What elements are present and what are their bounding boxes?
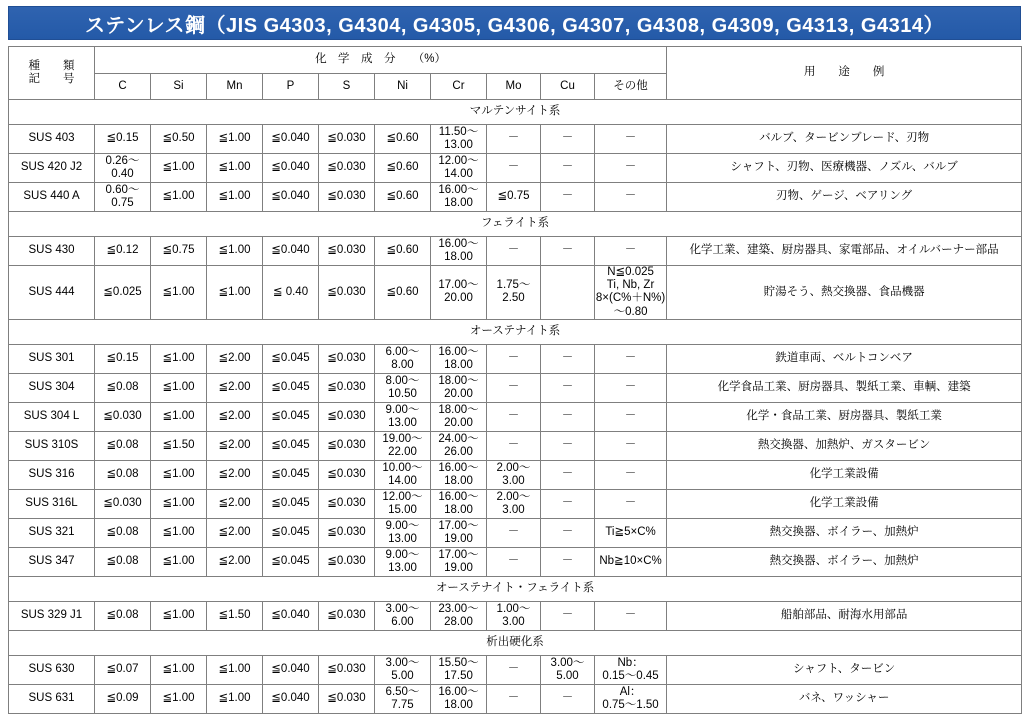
cell-mo: － xyxy=(487,431,541,460)
grade-label: SUS 310S xyxy=(9,431,95,460)
cell-ni: ≦0.60 xyxy=(375,237,431,266)
grade-label: SUS 321 xyxy=(9,518,95,547)
page-title-bar xyxy=(8,6,1021,40)
cell-p: ≦0.045 xyxy=(263,460,319,489)
group-name: マルテンサイト系 xyxy=(9,100,1022,125)
cell-mo: 2.00～ 3.00 xyxy=(487,489,541,518)
table-row xyxy=(9,518,1022,547)
cell-cr: 16.00～ 18.00 xyxy=(431,489,487,518)
cell-mn: ≦1.00 xyxy=(207,183,263,212)
cell-other: － xyxy=(595,460,667,489)
cell-si: ≦1.00 xyxy=(151,601,207,630)
group-name: フェライト系 xyxy=(9,212,1022,237)
cell-p: ≦0.045 xyxy=(263,344,319,373)
cell-p: ≦0.040 xyxy=(263,237,319,266)
cell-c: ≦0.09 xyxy=(95,684,151,713)
cell-s: ≦0.030 xyxy=(319,655,375,684)
cell-s: ≦0.030 xyxy=(319,237,375,266)
cell-mn: ≦2.00 xyxy=(207,547,263,576)
page-root xyxy=(0,6,1029,712)
cell-c: ≦0.08 xyxy=(95,460,151,489)
cell-cu: － xyxy=(541,237,595,266)
table-row xyxy=(9,431,1022,460)
cell-c: ≦0.15 xyxy=(95,344,151,373)
page-title: ステンレス鋼（JIS G4303, G4304, G4305, G4306, G4307, G4308, G4309, G4313, G4314） xyxy=(85,14,944,37)
cell-cu: － xyxy=(541,183,595,212)
grade-label: SUS 631 xyxy=(9,684,95,713)
group-header-row xyxy=(9,630,1022,655)
cell-cr: 16.00～ 18.00 xyxy=(431,684,487,713)
grade-label: SUS 420 J2 xyxy=(9,154,95,183)
cell-s: ≦0.030 xyxy=(319,460,375,489)
cell-s: ≦0.030 xyxy=(319,547,375,576)
cell-s: ≦0.030 xyxy=(319,684,375,713)
cell-si: ≦1.00 xyxy=(151,655,207,684)
grade-label: SUS 304 xyxy=(9,373,95,402)
grade-label: SUS 444 xyxy=(9,266,95,320)
table-row xyxy=(9,344,1022,373)
table-row xyxy=(9,266,1022,320)
cell-s: ≦0.030 xyxy=(319,431,375,460)
group-name: オーステナイト系 xyxy=(9,319,1022,344)
cell-si: ≦1.00 xyxy=(151,547,207,576)
cell-usage: シャフト、刃物、医療機器、ノズル、バルブ xyxy=(667,154,1022,183)
cell-usage: 刃物、ゲージ、ベアリング xyxy=(667,183,1022,212)
grade-label: SUS 347 xyxy=(9,547,95,576)
table-row xyxy=(9,684,1022,713)
cell-c: ≦0.08 xyxy=(95,601,151,630)
table-row xyxy=(9,183,1022,212)
group-header-row xyxy=(9,576,1022,601)
cell-ni: 12.00～ 15.00 xyxy=(375,489,431,518)
cell-mo: － xyxy=(487,518,541,547)
group-name: 析出硬化系 xyxy=(9,630,1022,655)
cell-p: ≦0.040 xyxy=(263,655,319,684)
cell-mo: ≦0.75 xyxy=(487,183,541,212)
cell-si: ≦1.00 xyxy=(151,684,207,713)
cell-mo: － xyxy=(487,237,541,266)
grade-label: SUS 430 xyxy=(9,237,95,266)
cell-cu xyxy=(541,266,595,320)
cell-ni: 9.00～ 13.00 xyxy=(375,402,431,431)
cell-p: ≦0.045 xyxy=(263,489,319,518)
cell-s: ≦0.030 xyxy=(319,489,375,518)
cell-mn: ≦1.00 xyxy=(207,154,263,183)
grade-label: SUS 630 xyxy=(9,655,95,684)
cell-mn: ≦1.00 xyxy=(207,266,263,320)
cell-ni: 9.00～ 13.00 xyxy=(375,547,431,576)
cell-c: ≦0.08 xyxy=(95,431,151,460)
cell-cu: － xyxy=(541,518,595,547)
cell-c: ≦0.08 xyxy=(95,518,151,547)
header-element-c: C xyxy=(95,74,151,100)
group-header-row xyxy=(9,319,1022,344)
cell-mo: 1.75～ 2.50 xyxy=(487,266,541,320)
cell-p: ≦0.045 xyxy=(263,373,319,402)
cell-si: ≦1.00 xyxy=(151,183,207,212)
grade-label: SUS 316L xyxy=(9,489,95,518)
table-row xyxy=(9,125,1022,154)
cell-other: － xyxy=(595,489,667,518)
group-header-row xyxy=(9,100,1022,125)
cell-cu: － xyxy=(541,373,595,402)
cell-mn: ≦2.00 xyxy=(207,489,263,518)
cell-other: － xyxy=(595,431,667,460)
cell-mn: ≦2.00 xyxy=(207,373,263,402)
cell-s: ≦0.030 xyxy=(319,154,375,183)
group-header-row xyxy=(9,212,1022,237)
table-row xyxy=(9,154,1022,183)
cell-usage: バルブ、タービンブレード、刃物 xyxy=(667,125,1022,154)
cell-si: ≦1.00 xyxy=(151,373,207,402)
cell-si: ≦1.00 xyxy=(151,344,207,373)
grade-label: SUS 403 xyxy=(9,125,95,154)
cell-mn: ≦1.00 xyxy=(207,684,263,713)
cell-mo: － xyxy=(487,547,541,576)
cell-mo: － xyxy=(487,154,541,183)
cell-ni: 19.00～ 22.00 xyxy=(375,431,431,460)
cell-si: ≦1.00 xyxy=(151,154,207,183)
header-element-s: S xyxy=(319,74,375,100)
cell-si: ≦1.00 xyxy=(151,489,207,518)
cell-s: ≦0.030 xyxy=(319,518,375,547)
cell-mn: ≦1.00 xyxy=(207,237,263,266)
cell-cu: － xyxy=(541,125,595,154)
cell-cu: － xyxy=(541,684,595,713)
header-element-mo: Mo xyxy=(487,74,541,100)
cell-cu: － xyxy=(541,344,595,373)
cell-usage: 熱交換器、加熱炉、ガスタービン xyxy=(667,431,1022,460)
grade-label: SUS 301 xyxy=(9,344,95,373)
cell-other: － xyxy=(595,183,667,212)
table-row xyxy=(9,373,1022,402)
cell-si: ≦1.00 xyxy=(151,402,207,431)
cell-mn: ≦2.00 xyxy=(207,460,263,489)
cell-cr: 16.00～ 18.00 xyxy=(431,183,487,212)
cell-cr: 24.00～ 26.00 xyxy=(431,431,487,460)
cell-s: ≦0.030 xyxy=(319,183,375,212)
cell-c: ≦0.025 xyxy=(95,266,151,320)
cell-p: ≦0.040 xyxy=(263,183,319,212)
cell-cr: 15.50～ 17.50 xyxy=(431,655,487,684)
cell-si: ≦1.00 xyxy=(151,460,207,489)
cell-usage: 鉄道車両、ベルトコンベア xyxy=(667,344,1022,373)
cell-s: ≦0.030 xyxy=(319,266,375,320)
cell-other: Al： 0.75～1.50 xyxy=(595,684,667,713)
cell-s: ≦0.030 xyxy=(319,373,375,402)
cell-other: － xyxy=(595,344,667,373)
cell-other: Nb： 0.15～0.45 xyxy=(595,655,667,684)
cell-mo: － xyxy=(487,344,541,373)
cell-ni: ≦0.60 xyxy=(375,183,431,212)
cell-usage: 化学工業、建築、厨房器具、家電部品、オイルバーナー部品 xyxy=(667,237,1022,266)
cell-p: ≦0.040 xyxy=(263,125,319,154)
cell-cu: － xyxy=(541,431,595,460)
header-element-si: Si xyxy=(151,74,207,100)
grade-label: SUS 304 L xyxy=(9,402,95,431)
header-kind-line2: 記 号 xyxy=(28,73,75,85)
cell-c: 0.60～ 0.75 xyxy=(95,183,151,212)
header-element-mn: Mn xyxy=(207,74,263,100)
cell-c: ≦0.08 xyxy=(95,373,151,402)
cell-ni: 9.00～ 13.00 xyxy=(375,518,431,547)
cell-cu: － xyxy=(541,460,595,489)
cell-mo: － xyxy=(487,373,541,402)
header-kind xyxy=(9,47,95,100)
cell-mn: ≦2.00 xyxy=(207,518,263,547)
cell-si: ≦1.00 xyxy=(151,518,207,547)
cell-cr: 12.00～ 14.00 xyxy=(431,154,487,183)
cell-usage: 化学・食品工業、厨房器具、製紙工業 xyxy=(667,402,1022,431)
cell-mn: ≦1.00 xyxy=(207,655,263,684)
table-header xyxy=(9,47,1022,100)
header-element-ni: Ni xyxy=(375,74,431,100)
table-row xyxy=(9,460,1022,489)
cell-s: ≦0.030 xyxy=(319,601,375,630)
cell-other: Ti≧5×C% xyxy=(595,518,667,547)
cell-other: － xyxy=(595,125,667,154)
cell-other: － xyxy=(595,601,667,630)
header-row-top xyxy=(9,47,1022,74)
grade-label: SUS 440 A xyxy=(9,183,95,212)
cell-p: ≦0.045 xyxy=(263,547,319,576)
cell-cr: 17.00～ 19.00 xyxy=(431,547,487,576)
cell-mn: ≦2.00 xyxy=(207,344,263,373)
cell-usage: バネ、ワッシャー xyxy=(667,684,1022,713)
cell-cu: － xyxy=(541,402,595,431)
cell-s: ≦0.030 xyxy=(319,344,375,373)
cell-cr: 23.00～ 28.00 xyxy=(431,601,487,630)
cell-mo: － xyxy=(487,655,541,684)
cell-cu: － xyxy=(541,547,595,576)
cell-usage: シャフト、タービン xyxy=(667,655,1022,684)
cell-mo: － xyxy=(487,402,541,431)
cell-other: － xyxy=(595,237,667,266)
table-row xyxy=(9,601,1022,630)
cell-cu: － xyxy=(541,489,595,518)
cell-p: ≦0.045 xyxy=(263,402,319,431)
cell-usage: 貯湯そう、熱交換器、食品機器 xyxy=(667,266,1022,320)
cell-mo: － xyxy=(487,684,541,713)
cell-mo: － xyxy=(487,125,541,154)
header-element-other: その他 xyxy=(595,74,667,100)
header-composition: 化 学 成 分 （%） xyxy=(95,47,667,74)
cell-p: ≦0.045 xyxy=(263,431,319,460)
grade-label: SUS 316 xyxy=(9,460,95,489)
cell-cr: 18.00～ 20.00 xyxy=(431,402,487,431)
cell-ni: 3.00～ 5.00 xyxy=(375,655,431,684)
cell-mo: 1.00～ 3.00 xyxy=(487,601,541,630)
cell-ni: 10.00～ 14.00 xyxy=(375,460,431,489)
cell-usage: 船舶部品、耐海水用部品 xyxy=(667,601,1022,630)
cell-p: ≦ 0.40 xyxy=(263,266,319,320)
cell-usage: 熱交換器、ボイラー、加熱炉 xyxy=(667,518,1022,547)
cell-ni: 6.50～ 7.75 xyxy=(375,684,431,713)
cell-p: ≦0.045 xyxy=(263,518,319,547)
cell-other: Nb≧10×C% xyxy=(595,547,667,576)
cell-p: ≦0.040 xyxy=(263,154,319,183)
cell-c: ≦0.030 xyxy=(95,402,151,431)
cell-si: ≦0.50 xyxy=(151,125,207,154)
table-row xyxy=(9,547,1022,576)
cell-other: － xyxy=(595,402,667,431)
cell-cr: 18.00～ 20.00 xyxy=(431,373,487,402)
header-element-cu: Cu xyxy=(541,74,595,100)
cell-cu: 3.00～ 5.00 xyxy=(541,655,595,684)
cell-c: ≦0.07 xyxy=(95,655,151,684)
cell-ni: 3.00～ 6.00 xyxy=(375,601,431,630)
cell-usage: 化学工業設備 xyxy=(667,460,1022,489)
cell-c: ≦0.08 xyxy=(95,547,151,576)
cell-cr: 17.00～ 19.00 xyxy=(431,518,487,547)
cell-c: ≦0.030 xyxy=(95,489,151,518)
table-row xyxy=(9,237,1022,266)
group-name: オーステナイト・フェライト系 xyxy=(9,576,1022,601)
cell-cr: 17.00～ 20.00 xyxy=(431,266,487,320)
cell-usage: 化学工業設備 xyxy=(667,489,1022,518)
cell-cr: 16.00～ 18.00 xyxy=(431,237,487,266)
cell-si: ≦0.75 xyxy=(151,237,207,266)
table-row xyxy=(9,402,1022,431)
cell-cu: － xyxy=(541,154,595,183)
cell-usage: 熱交換器、ボイラー、加熱炉 xyxy=(667,547,1022,576)
cell-mn: ≦1.00 xyxy=(207,125,263,154)
cell-ni: 6.00～ 8.00 xyxy=(375,344,431,373)
header-element-cr: Cr xyxy=(431,74,487,100)
cell-cr: 11.50～ 13.00 xyxy=(431,125,487,154)
header-element-p: P xyxy=(263,74,319,100)
cell-ni: ≦0.60 xyxy=(375,154,431,183)
cell-mo: 2.00～ 3.00 xyxy=(487,460,541,489)
header-kind-line1: 種 類 xyxy=(28,59,75,72)
grade-label: SUS 329 J1 xyxy=(9,601,95,630)
cell-other: － xyxy=(595,154,667,183)
table-row xyxy=(9,489,1022,518)
cell-mn: ≦1.50 xyxy=(207,601,263,630)
cell-other: － xyxy=(595,373,667,402)
cell-c: 0.26～ 0.40 xyxy=(95,154,151,183)
cell-s: ≦0.030 xyxy=(319,402,375,431)
stainless-steel-table xyxy=(8,46,1022,714)
cell-cu: － xyxy=(541,601,595,630)
cell-ni: ≦0.60 xyxy=(375,266,431,320)
cell-usage: 化学食品工業、厨房器具、製紙工業、車輌、建築 xyxy=(667,373,1022,402)
cell-s: ≦0.030 xyxy=(319,125,375,154)
table-row xyxy=(9,655,1022,684)
cell-si: ≦1.00 xyxy=(151,266,207,320)
cell-p: ≦0.040 xyxy=(263,601,319,630)
cell-c: ≦0.15 xyxy=(95,125,151,154)
cell-cr: 16.00～ 18.00 xyxy=(431,344,487,373)
cell-p: ≦0.040 xyxy=(263,684,319,713)
cell-ni: 8.00～ 10.50 xyxy=(375,373,431,402)
cell-mn: ≦2.00 xyxy=(207,402,263,431)
header-usage: 用 途 例 xyxy=(667,47,1022,100)
cell-ni: ≦0.60 xyxy=(375,125,431,154)
cell-si: ≦1.50 xyxy=(151,431,207,460)
cell-cr: 16.00～ 18.00 xyxy=(431,460,487,489)
cell-mn: ≦2.00 xyxy=(207,431,263,460)
cell-other: N≦0.025 Ti, Nb, Zr 8×(C%＋N%)～0.80 xyxy=(595,266,666,318)
table-body xyxy=(9,100,1022,714)
cell-c: ≦0.12 xyxy=(95,237,151,266)
